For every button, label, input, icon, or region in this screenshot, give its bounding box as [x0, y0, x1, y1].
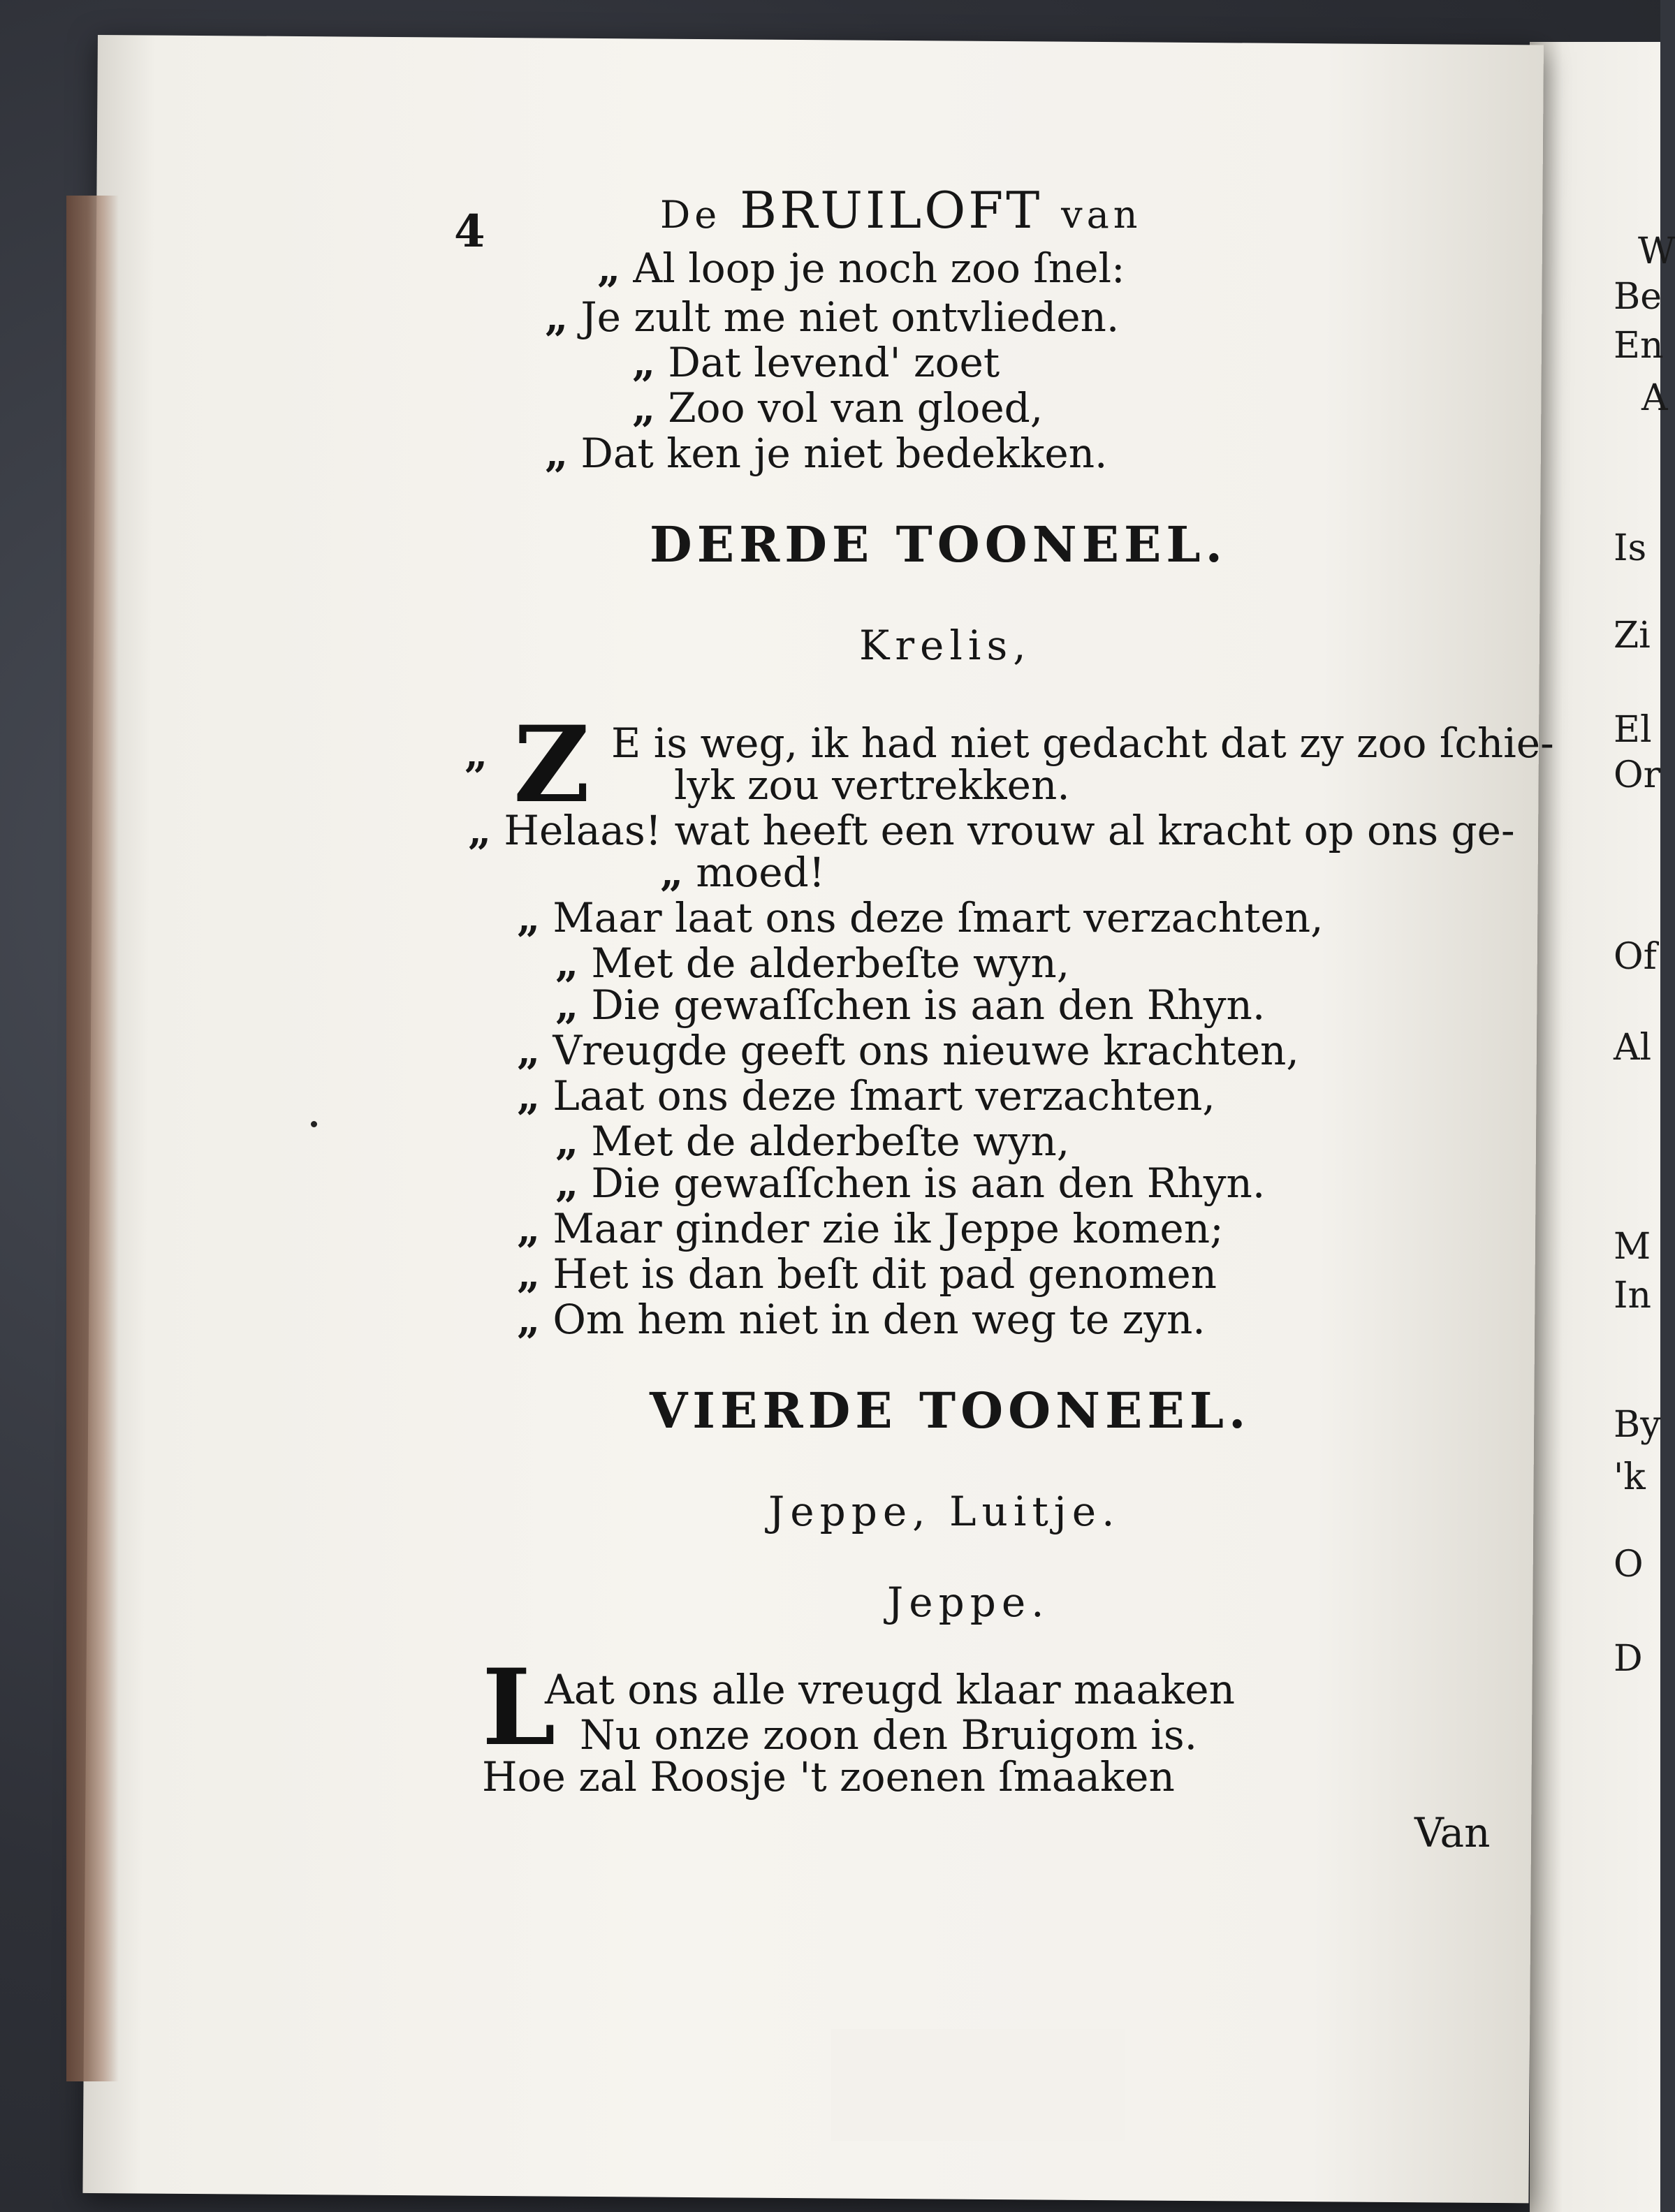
- verse-text: Die gewaſſchen is aan den Rhyn.: [591, 1159, 1266, 1207]
- verse-text: Maar laat ons deze ſmart verzachten,: [553, 894, 1324, 942]
- worn-page-edge: [66, 196, 119, 2081]
- quote-mark: „: [555, 1159, 579, 1207]
- verse-line: [555, 981, 1266, 1029]
- facing-fragment: A: [1641, 377, 1668, 419]
- speaker-name: Krelis,: [859, 622, 1032, 669]
- verse-line: [517, 894, 1324, 942]
- quote-mark: „: [465, 730, 488, 777]
- quote-mark: „: [597, 244, 621, 292]
- verse-line: E is weg, ik had niet gedacht dat zy zoo ſchie-: [611, 719, 1554, 767]
- facing-fragment: D: [1614, 1638, 1643, 1680]
- verse-text: Je zult me niet ontvlieden.: [580, 293, 1120, 341]
- quote-mark: „: [545, 430, 569, 477]
- quote-mark: „: [555, 981, 579, 1029]
- scene-heading: VIERDE TOONEEL.: [650, 1382, 1251, 1440]
- quote-mark: „: [517, 1027, 541, 1074]
- verse-text: Vreugde geeft ons nieuwe krachten,: [553, 1027, 1299, 1074]
- page-blank-patch: [831, 2029, 1125, 2141]
- facing-fragment: En: [1614, 325, 1664, 367]
- verse-text: Dat ken je niet bedekken.: [580, 430, 1108, 477]
- verse-text: Helaas! wat heeft een vrouw al kracht op ons ge-: [504, 807, 1515, 854]
- running-head: [660, 181, 1142, 240]
- verse-line: [555, 1118, 1070, 1165]
- quote-mark: „: [468, 807, 492, 854]
- running-head-title: BRUILOFT: [740, 181, 1043, 240]
- verse-line: Nu onze zoon den Bruigom is.: [580, 1711, 1198, 1759]
- quote-mark: „: [517, 894, 541, 942]
- catchword: Van: [1414, 1809, 1491, 1856]
- verse-line: Aat ons alle vreugd klaar maaken: [545, 1666, 1235, 1713]
- verse-line: [555, 1159, 1266, 1207]
- quote-mark: „: [517, 1250, 541, 1298]
- verse-text: Al loop je noch zoo ſnel:: [633, 244, 1125, 292]
- drop-cap: Z: [513, 703, 590, 826]
- facing-fragment: Is: [1614, 527, 1647, 569]
- ink-speck: [311, 1121, 317, 1127]
- facing-fragment: In: [1614, 1275, 1652, 1317]
- facing-fragment: O: [1614, 1544, 1644, 1585]
- verse-line: [597, 244, 1125, 292]
- facing-fragment: By: [1614, 1404, 1661, 1446]
- facing-page: [1530, 42, 1660, 2212]
- facing-fragment: El: [1614, 709, 1652, 751]
- verse-text: Met de alderbeſte wyn,: [591, 939, 1070, 987]
- facing-fragment: M: [1614, 1226, 1651, 1268]
- character-list: Jeppe, Luitje.: [768, 1488, 1120, 1535]
- verse-line: [517, 1250, 1217, 1298]
- verse-text: Zoo vol van gloed,: [668, 384, 1044, 432]
- quote-mark: „: [555, 939, 579, 987]
- verse-line: Hoe zal Roosje 't zoenen ſmaaken: [482, 1753, 1175, 1801]
- verse-line: [517, 1296, 1206, 1343]
- verse-line: [555, 939, 1070, 987]
- quote-mark: „: [555, 1118, 579, 1165]
- facing-fragment: Be: [1614, 276, 1662, 318]
- page-number: 4: [454, 205, 485, 258]
- verse-text: Met de alderbeſte wyn,: [591, 1118, 1070, 1165]
- verse-text: Die gewaſſchen is aan den Rhyn.: [591, 981, 1266, 1029]
- verse-line: [468, 807, 1515, 854]
- quote-mark: „: [517, 1296, 541, 1343]
- quote-mark: „: [632, 339, 656, 386]
- verse-text: Maar ginder zie ik Jeppe komen;: [553, 1205, 1224, 1252]
- scene-heading: DERDE TOONEEL.: [650, 515, 1227, 573]
- running-head-prefix: De: [660, 193, 722, 237]
- verse-text: Laat ons deze ſmart verzachten,: [553, 1072, 1215, 1120]
- verse-line: [517, 1205, 1224, 1252]
- verse-text: moed!: [696, 849, 826, 896]
- verse-line: [660, 849, 826, 896]
- verse-line: lyk zou vertrekken.: [674, 761, 1070, 809]
- verse-text: Dat levend' zoet: [668, 339, 1000, 386]
- drop-cap: L: [482, 1646, 556, 1769]
- verse-line: [632, 339, 1000, 386]
- verse-text: Het is dan beſt dit pad genomen: [553, 1250, 1217, 1298]
- facing-fragment: Of: [1614, 936, 1657, 978]
- verse-text: Om hem niet in den weg te zyn.: [553, 1296, 1206, 1343]
- running-head-suffix: van: [1061, 193, 1142, 237]
- verse-line: [632, 384, 1044, 432]
- facing-fragment: Zi: [1614, 615, 1651, 657]
- quote-mark: „: [517, 1072, 541, 1120]
- speaker-name: Jeppe.: [887, 1579, 1050, 1626]
- facing-fragment: 'k: [1614, 1456, 1646, 1498]
- quote-mark: „: [660, 849, 684, 896]
- verse-line: [517, 1027, 1299, 1074]
- verse-line: [545, 293, 1120, 341]
- verse-line: [545, 430, 1108, 477]
- verse-line: [517, 1072, 1215, 1120]
- quote-mark: „: [545, 293, 569, 341]
- facing-fragment: Al: [1614, 1027, 1652, 1069]
- quote-mark: „: [517, 1205, 541, 1252]
- quote-mark: „: [632, 384, 656, 432]
- facing-fragment: W: [1638, 230, 1675, 272]
- facing-fragment: Or: [1614, 754, 1661, 796]
